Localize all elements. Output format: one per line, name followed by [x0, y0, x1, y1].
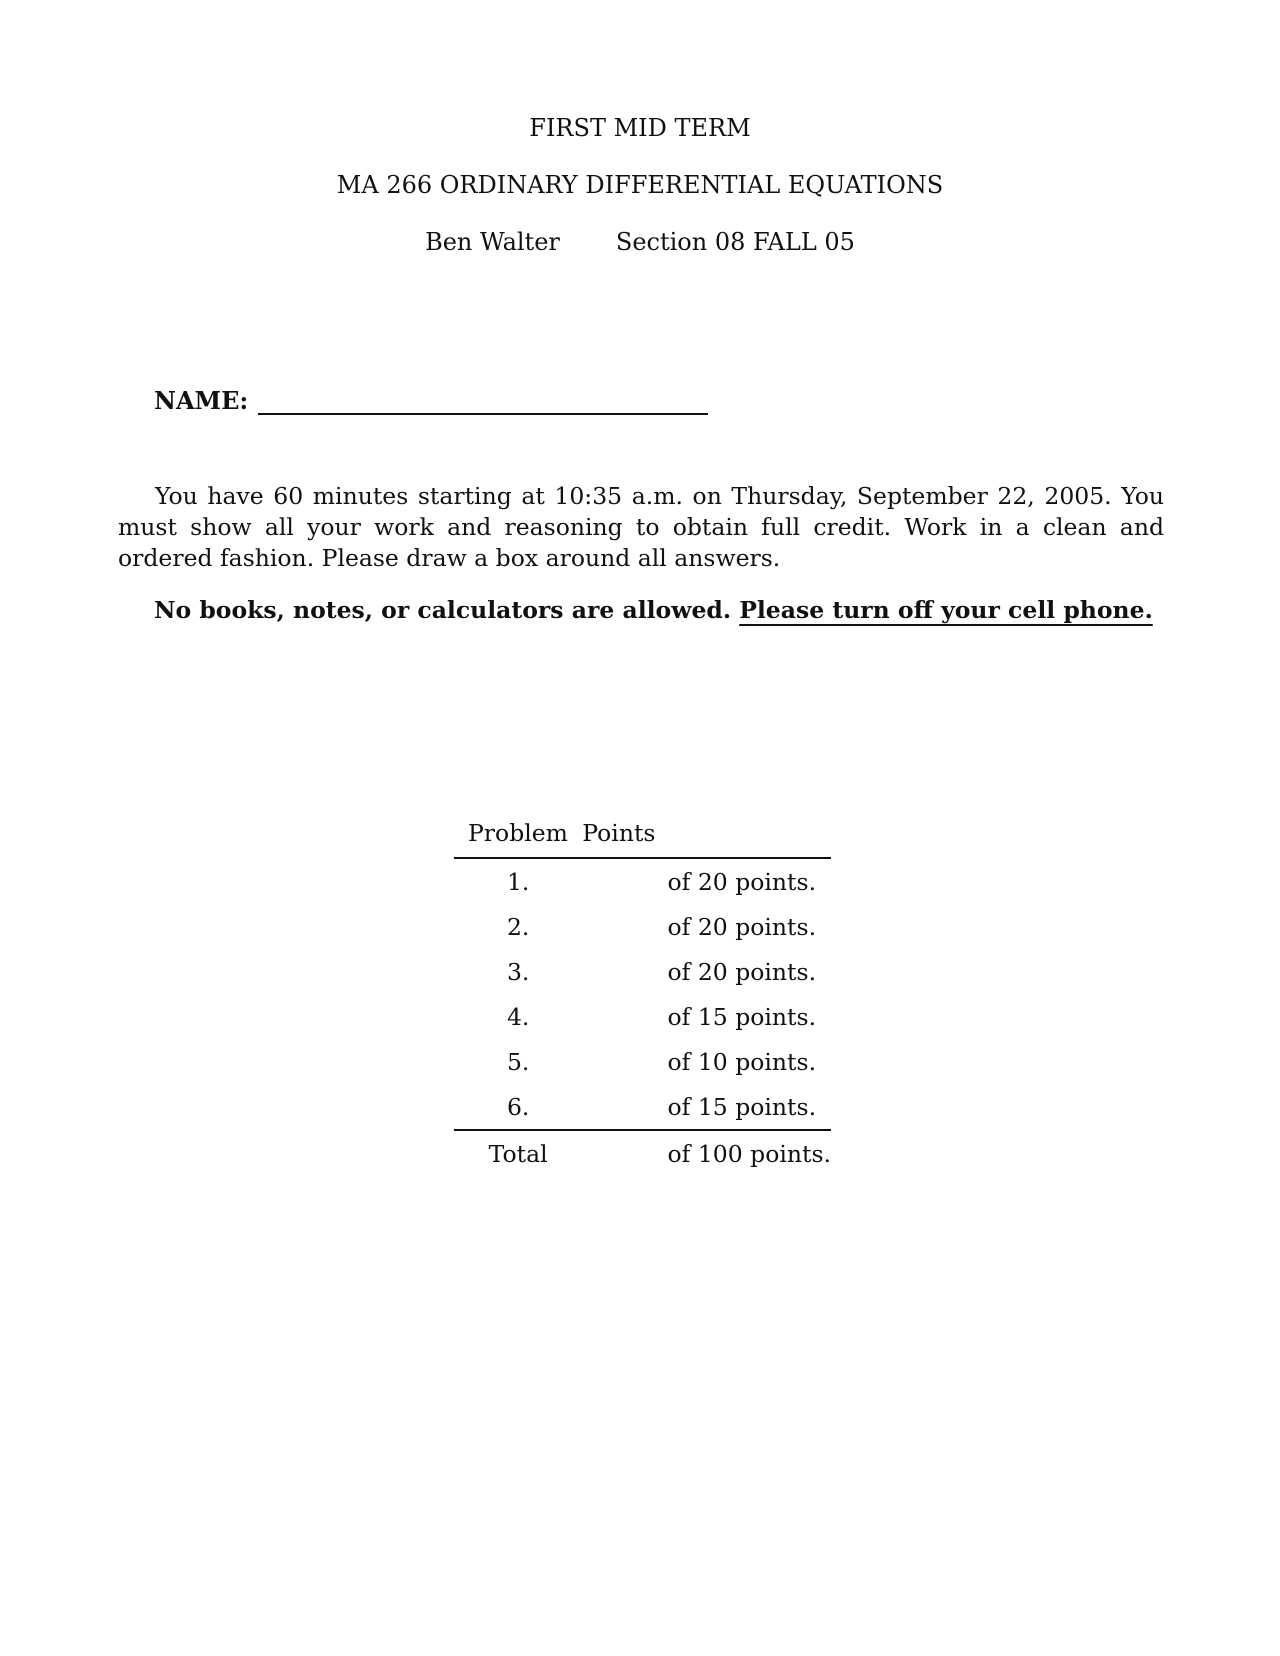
- total-label: Total: [488, 1139, 548, 1168]
- table-row: [454, 1039, 831, 1084]
- problem-header: Problem: [454, 815, 582, 858]
- section-info: Section 08 FALL 05: [615, 228, 855, 256]
- cell-phone-rule: Please turn off your cell phone.: [739, 596, 1153, 624]
- table-row: [454, 1084, 831, 1130]
- name-label: NAME:: [154, 386, 249, 415]
- exam-instructions: You have 60 minutes starting at 10:35 a.m. on Thursday, September 22, 2005. You must show all your work and reasoning to obtain full credit. Work in a clean and ordered fashion. Please draw a box around all answers.: [118, 482, 1164, 572]
- problem-number: 6.: [454, 1084, 582, 1130]
- problem-number: 2.: [506, 912, 530, 941]
- exam-title: FIRST MID TERM: [529, 114, 751, 142]
- max-points: of 15 points.: [667, 1002, 817, 1031]
- max-points: of 20 points.: [667, 867, 817, 896]
- instructor-section-line: [0, 227, 1280, 257]
- course-title: MA 266 ORDINARY DIFFERENTIAL EQUATIONS: [336, 171, 944, 199]
- max-points: of 10 points.: [667, 1047, 817, 1076]
- table-row: [454, 858, 831, 904]
- max-points: of 20 points.: [667, 912, 817, 941]
- score-table-header: [454, 815, 831, 858]
- points-cell: [582, 949, 667, 994]
- score-table: [454, 815, 831, 1176]
- name-field-line[interactable]: [258, 413, 708, 415]
- problem-number: 5.: [506, 1047, 530, 1076]
- points-header: Points: [582, 815, 667, 858]
- total-max-points: of 100 points.: [667, 1139, 831, 1168]
- problem-number: 3.: [506, 957, 530, 986]
- no-aids-rule: No books, notes, or calculators are allowed.: [154, 596, 732, 624]
- table-row: [454, 994, 831, 1039]
- max-points: of 20 points.: [667, 957, 817, 986]
- problem-number: 1.: [506, 867, 530, 896]
- max-points: of 15 points.: [668, 1084, 831, 1130]
- points-cell: [582, 1084, 667, 1130]
- table-row: [454, 904, 831, 949]
- instructor-name: Ben Walter: [425, 228, 560, 256]
- problem-number: 4.: [506, 1002, 530, 1031]
- points-cell: [582, 858, 667, 904]
- points-cell: [582, 904, 667, 949]
- total-points-cell: [582, 1130, 667, 1176]
- points-cell: [582, 1039, 667, 1084]
- points-cell: [582, 994, 667, 1039]
- total-row: [454, 1130, 831, 1176]
- table-row: [454, 949, 831, 994]
- exam-rules: [154, 595, 1153, 625]
